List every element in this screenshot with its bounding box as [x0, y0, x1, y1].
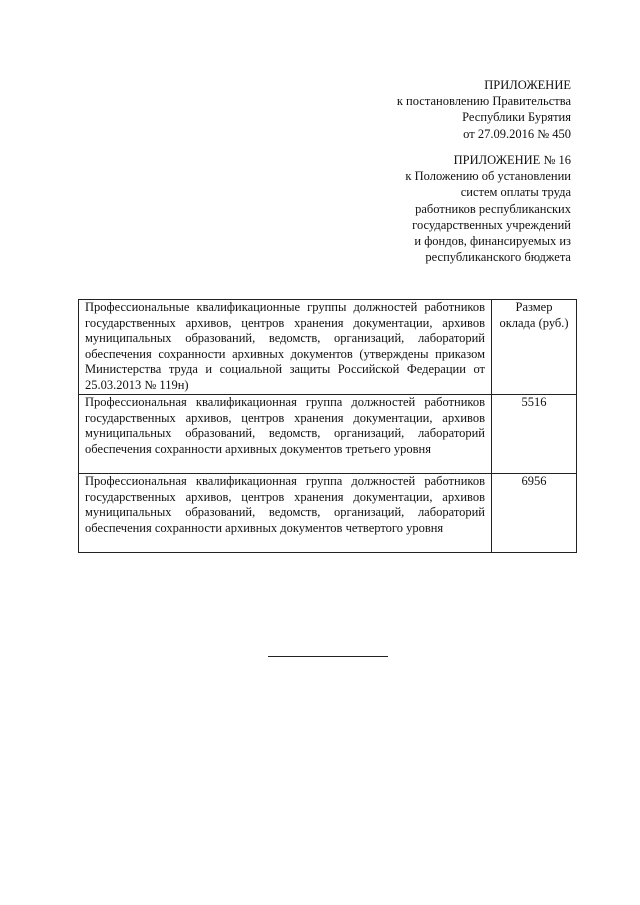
group-name-cell: Профессиональная квалификационная группа должностей работников государственных архивов, центров хранения документации, архивов муниципальных образований, ведомств, организаций, лабораторий обеспечения сохранности архивных документов третьего уровня [79, 395, 492, 474]
salary-value-cell: 5516 [492, 395, 577, 474]
table-row [79, 474, 577, 553]
appendix-16-line: систем оплаты труда [460, 185, 571, 200]
appendix-line: Республики Бурятия [462, 110, 571, 125]
end-divider-line [268, 656, 388, 657]
appendix-16-line: к Положению об установлении [405, 169, 571, 184]
appendix-16-line: государственных учреждений [412, 217, 571, 232]
appendix-16-line: республиканского бюджета [425, 250, 571, 265]
appendix-16-line: и фондов, финансируемых из [414, 234, 571, 249]
appendix-title: ПРИЛОЖЕНИЕ [484, 78, 571, 92]
appendix-16-line: работников республиканских [415, 201, 571, 216]
salary-table [78, 299, 577, 553]
appendix-date-number: от 27.09.2016 № 450 [463, 126, 571, 141]
header-salary-cell: Размер оклада (руб.) [492, 300, 577, 395]
header-group-name-cell: Профессиональные квалификационные группы должностей работников государственных архивов, центров хранения документации, архивов муниципальных образований, ведомств, организаций, лабораторий обеспечения сохранности архивных документов (утверждены приказом Министерства труда и социальной защиты Российской Федерации от 25.03.2013 № 119н) [79, 300, 492, 395]
salary-value-cell: 6956 [492, 474, 577, 553]
appendix-line: к постановлению Правительства [396, 94, 571, 109]
appendix-16-header [405, 152, 571, 265]
appendix-header [397, 77, 571, 142]
table-header-row [79, 300, 577, 395]
group-name-cell: Профессиональная квалификационная группа должностей работников государственных архивов, центров хранения документации, архивов муниципальных образований, ведомств, организаций, лабораторий обеспечения сохранности архивных документов четвертого уровня [79, 474, 492, 553]
table-row [79, 395, 577, 474]
appendix-16-title: ПРИЛОЖЕНИЕ № 16 [453, 153, 571, 167]
